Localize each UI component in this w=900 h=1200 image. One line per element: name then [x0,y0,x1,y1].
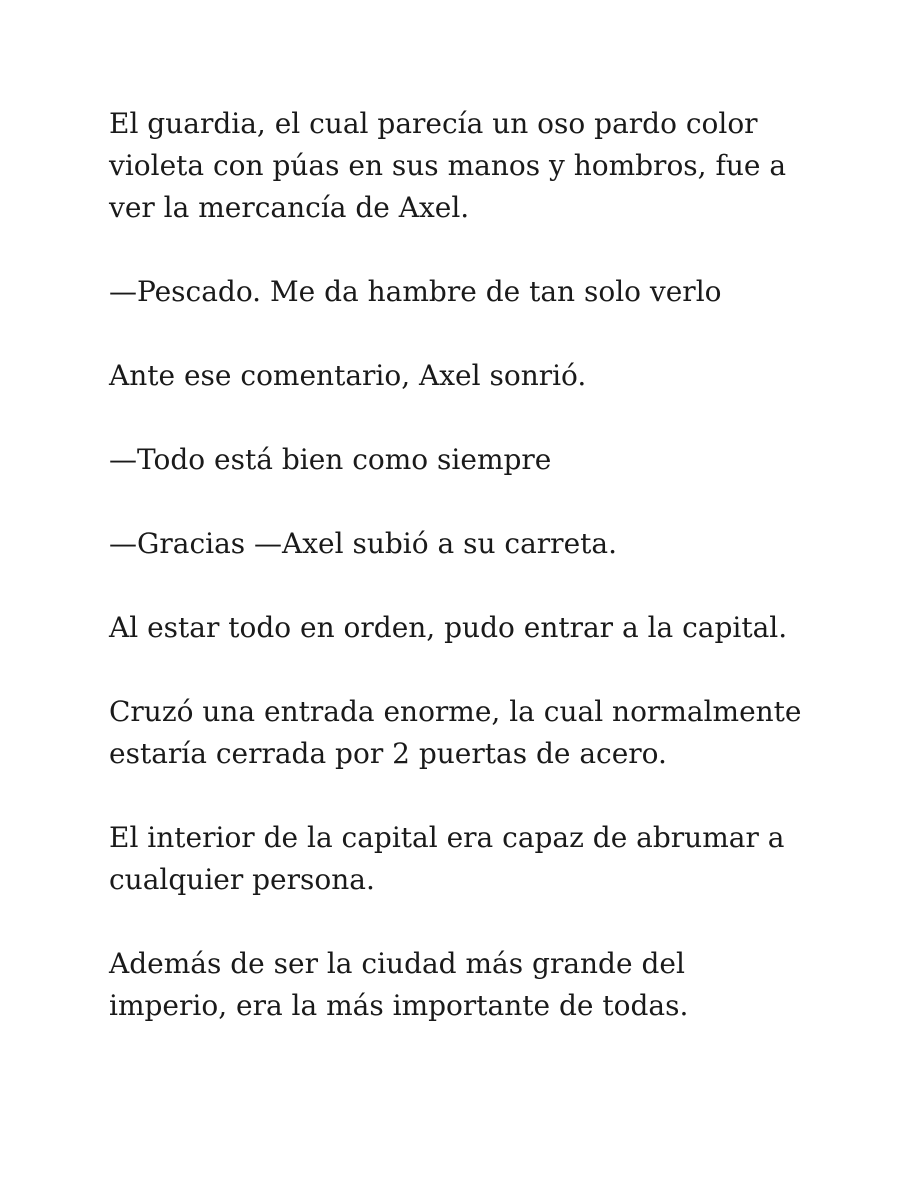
text-line: —Pescado. Me da hambre de tan solo verlo [109,275,722,308]
paragraph [109,607,809,649]
paragraph [109,355,809,397]
text-line: El interior de la capital era capaz de abrumar a [109,821,785,854]
text-line: Además de ser la ciudad más grande del [109,947,685,980]
text-line: —Todo está bien como siempre [109,443,552,476]
text-line: Ante ese comentario, Axel sonrió. [109,359,587,392]
text-line: Cruzó una entrada enorme, la cual normalmente [109,695,802,728]
dialogue-paragraph [109,523,809,565]
text-line: Al estar todo en orden, pudo entrar a la capital. [109,611,788,644]
text-line: imperio, era la más importante de todas. [109,989,689,1022]
paragraph [109,691,809,775]
text-line: cualquier persona. [109,863,375,896]
text-line: estaría cerrada por 2 puertas de acero. [109,737,667,770]
paragraph [109,943,809,1027]
text-line: violeta con púas en sus manos y hombros, fue a [109,149,787,182]
paragraph [109,817,809,901]
dialogue-paragraph [109,439,809,481]
dialogue-paragraph [109,271,809,313]
text-line: —Gracias —Axel subió a su carreta. [109,527,617,560]
paragraph [109,103,809,229]
story-text [109,103,809,1069]
text-line: El guardia, el cual parecía un oso pardo color [109,107,758,140]
text-line: ver la mercancía de Axel. [109,191,470,224]
